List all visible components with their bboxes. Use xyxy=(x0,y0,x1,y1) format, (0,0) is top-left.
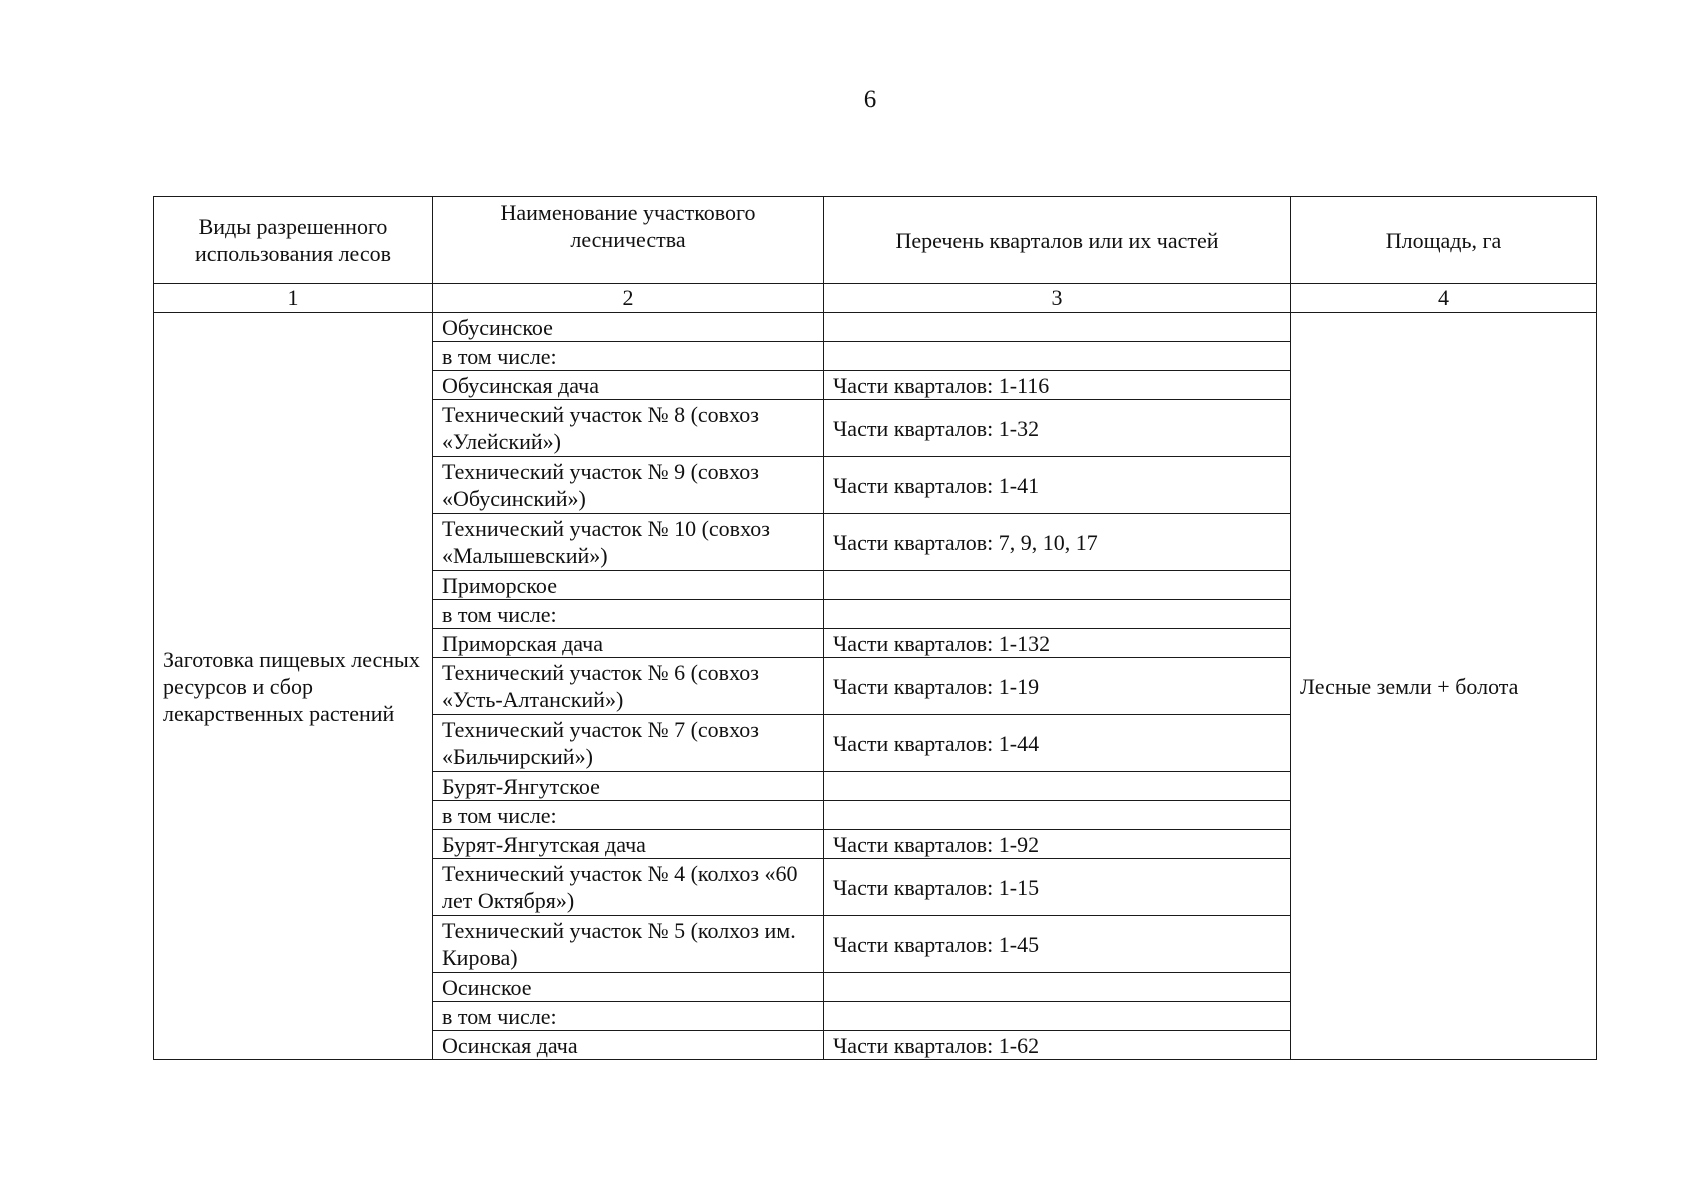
header-cell-quarters: Перечень кварталов или их частей xyxy=(824,197,1291,284)
column-number: 2 xyxy=(433,284,824,313)
forestry-name-cell: Технический участок № 9 (совхоз «Обусинский») xyxy=(433,457,824,514)
header-cell-activity: Виды разрешенного использования лесов xyxy=(154,197,433,284)
quarters-cell: Части кварталов: 1-19 xyxy=(824,658,1291,715)
forestry-name-cell: Бурят-Янгутская дача xyxy=(433,830,824,859)
quarters-cell xyxy=(824,1002,1291,1031)
column-number: 3 xyxy=(824,284,1291,313)
quarters-cell xyxy=(824,973,1291,1002)
page-number: 6 xyxy=(863,86,877,113)
quarters-cell: Части кварталов: 1-45 xyxy=(824,916,1291,973)
forestry-name-cell: в том числе: xyxy=(433,1002,824,1031)
column-number: 4 xyxy=(1291,284,1597,313)
forestry-name-cell: Технический участок № 5 (колхоз им. Кирова) xyxy=(433,916,824,973)
quarters-cell xyxy=(824,801,1291,830)
header-cell-forestry: Наименование участкового лесничества xyxy=(433,197,824,284)
column-number-row xyxy=(154,284,1597,313)
forestry-name-cell: Приморская дача xyxy=(433,629,824,658)
forestry-name-cell: Приморское xyxy=(433,571,824,600)
forestry-name-cell: Технический участок № 10 (совхоз «Малышевский») xyxy=(433,514,824,571)
table-row xyxy=(154,313,1597,342)
activity-cell: Заготовка пищевых лесных ресурсов и сбор лекарственных растений xyxy=(154,313,433,1060)
forestry-name-cell: Технический участок № 7 (совхоз «Бильчирский») xyxy=(433,715,824,772)
forestry-name-cell: в том числе: xyxy=(433,801,824,830)
quarters-cell: Части кварталов: 1-44 xyxy=(824,715,1291,772)
forestry-name-cell: Осинское xyxy=(433,973,824,1002)
quarters-cell: Части кварталов: 1-32 xyxy=(824,400,1291,457)
forestry-name-cell: Технический участок № 6 (совхоз «Усть-Алтанский») xyxy=(433,658,824,715)
quarters-cell: Части кварталов: 7, 9, 10, 17 xyxy=(824,514,1291,571)
area-cell: Лесные земли + болота xyxy=(1291,313,1597,1060)
forestry-name-cell: в том числе: xyxy=(433,342,824,371)
quarters-cell: Части кварталов: 1-41 xyxy=(824,457,1291,514)
quarters-cell xyxy=(824,600,1291,629)
quarters-cell xyxy=(824,342,1291,371)
quarters-cell xyxy=(824,772,1291,801)
forestry-name-cell: в том числе: xyxy=(433,600,824,629)
forestry-name-cell: Обусинское xyxy=(433,313,824,342)
forestry-name-cell: Обусинская дача xyxy=(433,371,824,400)
quarters-cell xyxy=(824,313,1291,342)
quarters-cell: Части кварталов: 1-15 xyxy=(824,859,1291,916)
forestry-name-cell: Технический участок № 4 (колхоз «60 лет Октября») xyxy=(433,859,824,916)
table-header-row xyxy=(154,197,1597,284)
quarters-cell: Части кварталов: 1-92 xyxy=(824,830,1291,859)
quarters-cell: Части кварталов: 1-62 xyxy=(824,1031,1291,1060)
forestry-name-cell: Бурят-Янгутское xyxy=(433,772,824,801)
column-number: 1 xyxy=(154,284,433,313)
quarters-cell: Части кварталов: 1-116 xyxy=(824,371,1291,400)
forestry-name-cell: Технический участок № 8 (совхоз «Улейский») xyxy=(433,400,824,457)
quarters-cell xyxy=(824,571,1291,600)
quarters-cell: Части кварталов: 1-132 xyxy=(824,629,1291,658)
forestry-name-cell: Осинская дача xyxy=(433,1031,824,1060)
header-cell-area: Площадь, га xyxy=(1291,197,1597,284)
forest-use-table xyxy=(153,196,1597,1060)
